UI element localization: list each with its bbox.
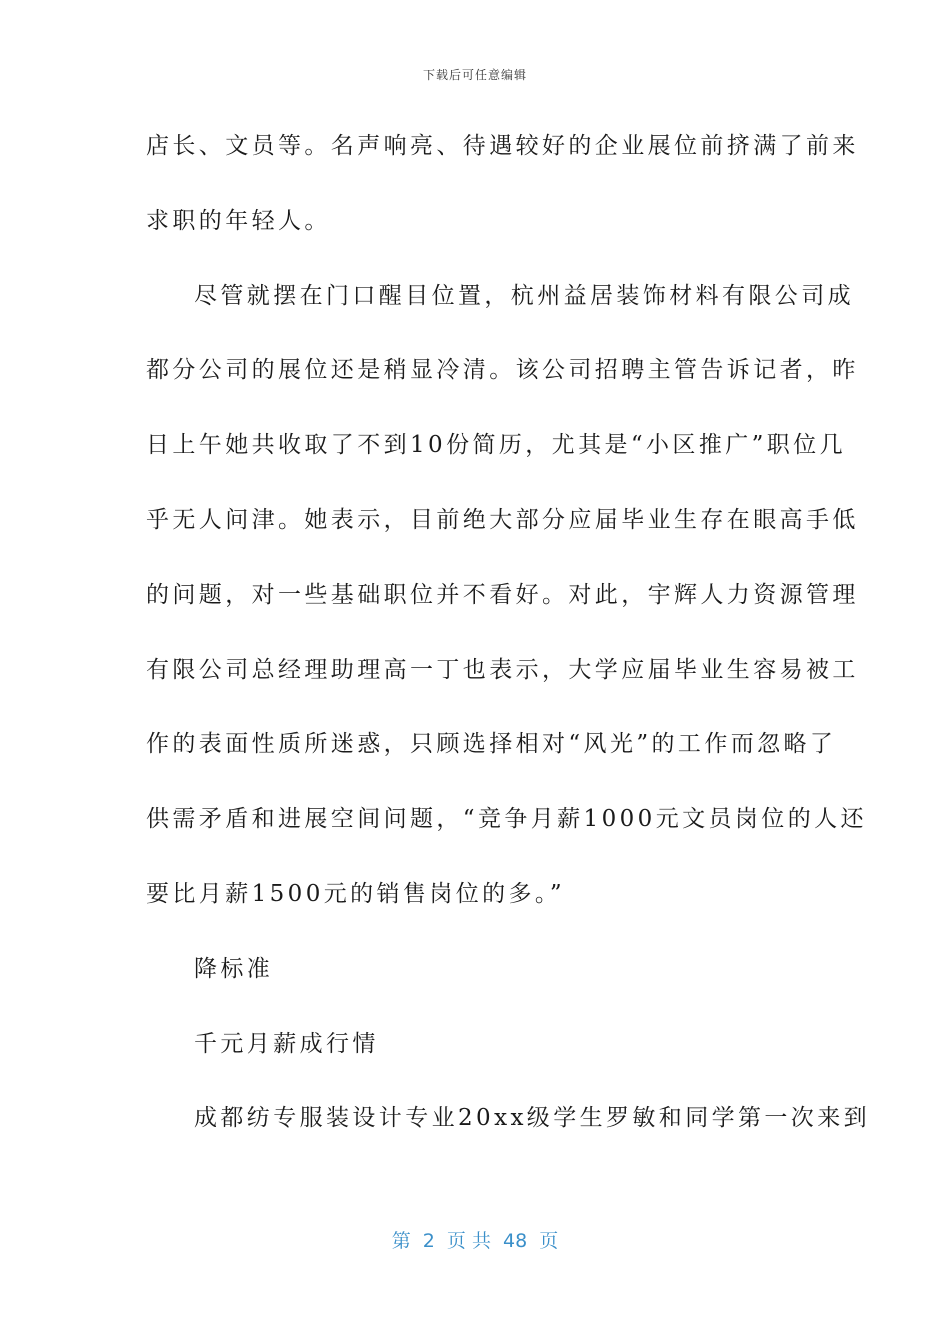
text-line: 有限公司总经理助理高一丁也表示，大学应届毕业生容易被工 — [146, 656, 859, 683]
text-line: 的问题，对一些基础职位并不看好。对此，宇辉人力资源管理 — [146, 581, 859, 608]
section-heading: 降标准 — [194, 955, 274, 982]
text-line: 日上午她共收取了不到10份简历，尤其是“小区推广”职位几 — [146, 432, 846, 459]
text-line: 求职的年轻人。 — [146, 207, 331, 234]
document-body — [146, 128, 871, 1175]
page-number: 第 2 页 共 48 页 — [391, 1230, 559, 1252]
text-line: 尽管就摆在门口醒目位置，杭州益居装饰材料有限公司成 — [194, 282, 854, 309]
text-line: 要比月薪1500元的销售岗位的多。” — [146, 880, 565, 907]
text-line: 都分公司的展位还是稍显冷清。该公司招聘主管告诉记者，昨 — [146, 357, 859, 384]
section-subheading: 千元月薪成行情 — [194, 1030, 379, 1057]
text-line: 作的表面性质所迷惑，只顾选择相对“风光”的工作而忽略了 — [146, 731, 837, 758]
download-note: 下载后可任意编辑 — [422, 68, 527, 82]
text-line: 店长、文员等。名声响亮、待遇较好的企业展位前挤满了前来 — [146, 133, 859, 159]
text-line: 供需矛盾和进展空间问题，“竞争月薪1000元文员岗位的人还 — [146, 806, 867, 833]
text-line: 成都纺专服装设计专业20xx级学生罗敏和同学第一次来到 — [194, 1105, 871, 1132]
text-line: 乎无人问津。她表示，目前绝大部分应届毕业生存在眼高手低 — [146, 506, 859, 533]
